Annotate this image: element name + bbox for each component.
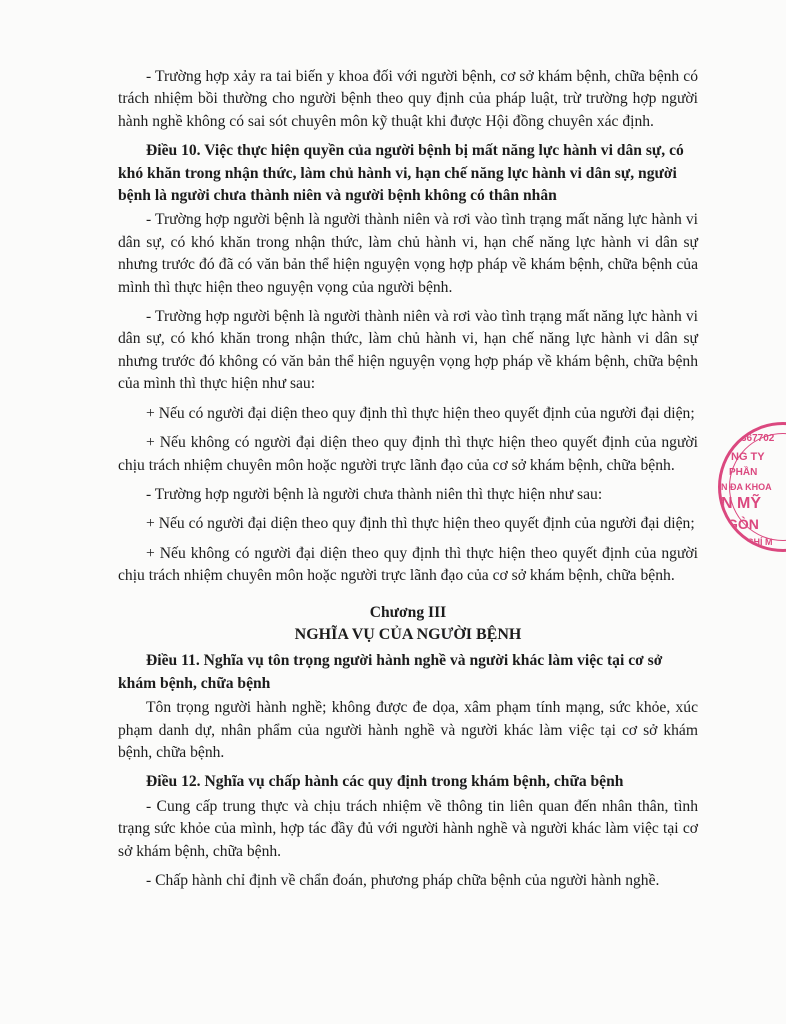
seal-text: N ĐA KHOA [721,482,772,492]
paragraph: - Trường hợp người bệnh là người thành niên và rơi vào tình trạng mất năng lực hành vi dân sự, có khó khăn trong nhận thức, làm chủ hành vi, hạn chế năng lực hành vi dân sự nhưng trước đó không có văn bản thể hiện nguyện vọng hợp pháp về khám bệnh, chữa bệnh của mình thì thực hiện như sau: [118,308,698,393]
chapter-title: NGHĨA VỤ CỦA NGƯỜI BỆNH [294,625,522,643]
paragraph: + Nếu không có người đại diện theo quy định thì thực hiện theo quyết định của người chịu trách nhiệm chuyên môn hoặc người trực lãnh đạo của cơ sở khám bệnh, chữa bệnh. [118,544,698,585]
article-heading: Điều 11. Nghĩa vụ tôn trọng người hành nghề và người khác làm việc tại cơ sở khám bệnh, chữa bệnh [118,652,663,692]
seal-text: PHẦN [729,467,758,478]
paragraph: - Trường hợp xảy ra tai biến y khoa đối với người bệnh, cơ sở khám bệnh, chữa bệnh có trách nhiệm bồi thường cho người bệnh theo quy định của pháp luật, trừ trường hợp người hành nghề không có sai sót chuyên môn kỹ thuật khi được Hội đồng chuyên xác định. [118,68,698,130]
paragraph: - Trường hợp người bệnh là người thành niên và rơi vào tình trạng mất năng lực hành vi dân sự, có khó khăn trong nhận thức, làm chủ hành vi, hạn chế năng lực hành vi dân sự nhưng trước đó đã có văn bản thể hiện nguyện vọng hợp pháp về khám bệnh, chữa bệnh của mình thì thực hiện theo nguyện vọng của người bệnh. [118,211,698,296]
paragraph: Tôn trọng người hành nghề; không được đe dọa, xâm phạm tính mạng, sức khỏe, xúc phạm danh dự, nhân phẩm của người hành nghề và người khác làm việc tại cơ sở khám bệnh, chữa bệnh. [118,699,698,761]
paragraph: + Nếu có người đại diện theo quy định thì thực hiện theo quyết định của người đại diện; [146,515,695,533]
seal-text: HỒ CHÍ M [731,537,773,547]
paragraph: + Nếu không có người đại diện theo quy định thì thực hiện theo quyết định của người chịu trách nhiệm chuyên môn hoặc người trực lãnh đạo của cơ sở khám bệnh, chữa bệnh. [118,434,698,474]
document-body [118,66,698,899]
seal-text: NG TY [731,451,765,463]
paragraph: - Chấp hành chỉ định về chẩn đoán, phương pháp chữa bệnh của người hành nghề. [146,872,660,889]
seal-text: 367702 [741,433,775,444]
company-seal-stamp [718,422,786,552]
paragraph: - Cung cấp trung thực và chịu trách nhiệm về thông tin liên quan đến nhân thân, tình trạng sức khỏe của mình, hợp tác đầy đủ với người hành nghề và người khác làm việc tại cơ sở khám bệnh, chữa bệnh. [118,797,698,860]
paragraph: - Trường hợp người bệnh là người chưa thành niên thì thực hiện như sau: [146,485,603,503]
chapter-label: Chương III [369,603,447,621]
article-heading: Điều 12. Nghĩa vụ chấp hành các quy định trong khám bệnh, chữa bệnh [146,773,624,791]
seal-text: GÒN [727,516,759,532]
paragraph: + Nếu có người đại diện theo quy định thì thực hiện theo quyết định của người đại diện; [146,404,695,422]
article-heading: Điều 10. Việc thực hiện quyền của người bệnh bị mất năng lực hành vi dân sự, có khó khăn trong nhận thức, làm chủ hành vi, hạn chế năng lực hành vi dân sự, người bệnh là người chưa thành niên và người bệnh không có thân nhân [118,142,684,205]
seal-text: N MỸ [721,495,761,512]
